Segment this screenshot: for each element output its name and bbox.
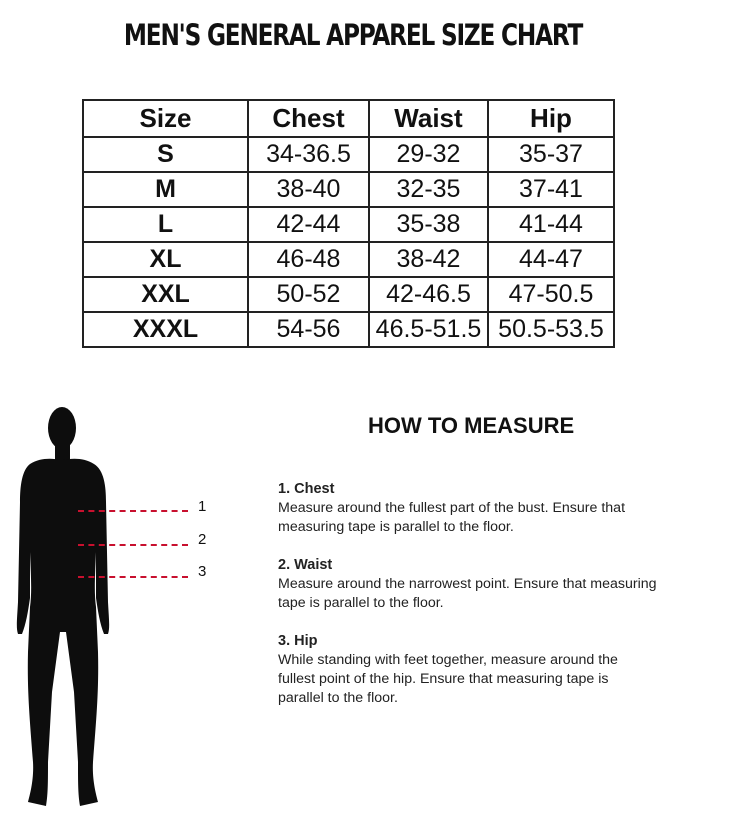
marker-3: 3 — [198, 563, 207, 580]
header-size: Size — [83, 100, 248, 137]
table-row — [83, 242, 614, 277]
step-line: parallel to the floor. — [278, 690, 398, 706]
hip-cell: 50.5-53.5 — [488, 312, 614, 347]
step-line: measuring tape is parallel to the floor. — [278, 519, 514, 535]
header-chest: Chest — [248, 100, 369, 137]
waist-cell: 29-32 — [369, 137, 488, 172]
waist-cell: 42-46.5 — [369, 277, 488, 312]
hip-cell: 41-44 — [488, 207, 614, 242]
step-chest — [278, 480, 718, 537]
size-table — [82, 99, 615, 348]
step-line: While standing with feet together, measure around the — [278, 652, 618, 668]
table-row — [83, 172, 614, 207]
chest-cell: 42-44 — [248, 207, 369, 242]
step-line: fullest point of the hip. Ensure that measuring tape is — [278, 671, 609, 687]
step-waist — [278, 556, 718, 613]
page-title: MEN'S GENERAL APPAREL SIZE CHART — [123, 18, 583, 52]
waist-guide-line — [78, 544, 188, 546]
table-row — [83, 277, 614, 312]
table-header-row — [83, 100, 614, 137]
size-cell: XXXL — [83, 312, 248, 347]
header-hip: Hip — [488, 100, 614, 137]
size-cell: M — [83, 172, 248, 207]
marker-2: 2 — [198, 531, 207, 548]
hip-guide-line — [78, 576, 188, 578]
hip-cell: 44-47 — [488, 242, 614, 277]
chest-cell: 34-36.5 — [248, 137, 369, 172]
step-hip — [278, 632, 718, 708]
hip-cell: 47-50.5 — [488, 277, 614, 312]
waist-cell: 35-38 — [369, 207, 488, 242]
hip-cell: 35-37 — [488, 137, 614, 172]
step-line: tape is parallel to the floor. — [278, 595, 444, 611]
step-title: 3. Hip — [278, 633, 318, 649]
table-row — [83, 137, 614, 172]
hip-cell: 37-41 — [488, 172, 614, 207]
step-title: 2. Waist — [278, 557, 333, 573]
size-cell: L — [83, 207, 248, 242]
size-cell: XL — [83, 242, 248, 277]
header-waist: Waist — [369, 100, 488, 137]
step-title: 1. Chest — [278, 481, 335, 497]
body-silhouette-icon — [0, 402, 140, 814]
chest-cell: 46-48 — [248, 242, 369, 277]
waist-cell: 32-35 — [369, 172, 488, 207]
chest-cell: 50-52 — [248, 277, 369, 312]
table-row — [83, 207, 614, 242]
size-cell: XXL — [83, 277, 248, 312]
waist-cell: 46.5-51.5 — [369, 312, 488, 347]
size-cell: S — [83, 137, 248, 172]
chest-cell: 54-56 — [248, 312, 369, 347]
step-line: Measure around the narrowest point. Ensure that measuring — [278, 576, 657, 592]
how-to-measure-title: HOW TO MEASURE — [368, 413, 575, 438]
chest-guide-line — [78, 510, 188, 512]
waist-cell: 38-42 — [369, 242, 488, 277]
table-row — [83, 312, 614, 347]
step-line: Measure around the fullest part of the bust. Ensure that — [278, 500, 626, 516]
chest-cell: 38-40 — [248, 172, 369, 207]
marker-1: 1 — [198, 498, 207, 515]
